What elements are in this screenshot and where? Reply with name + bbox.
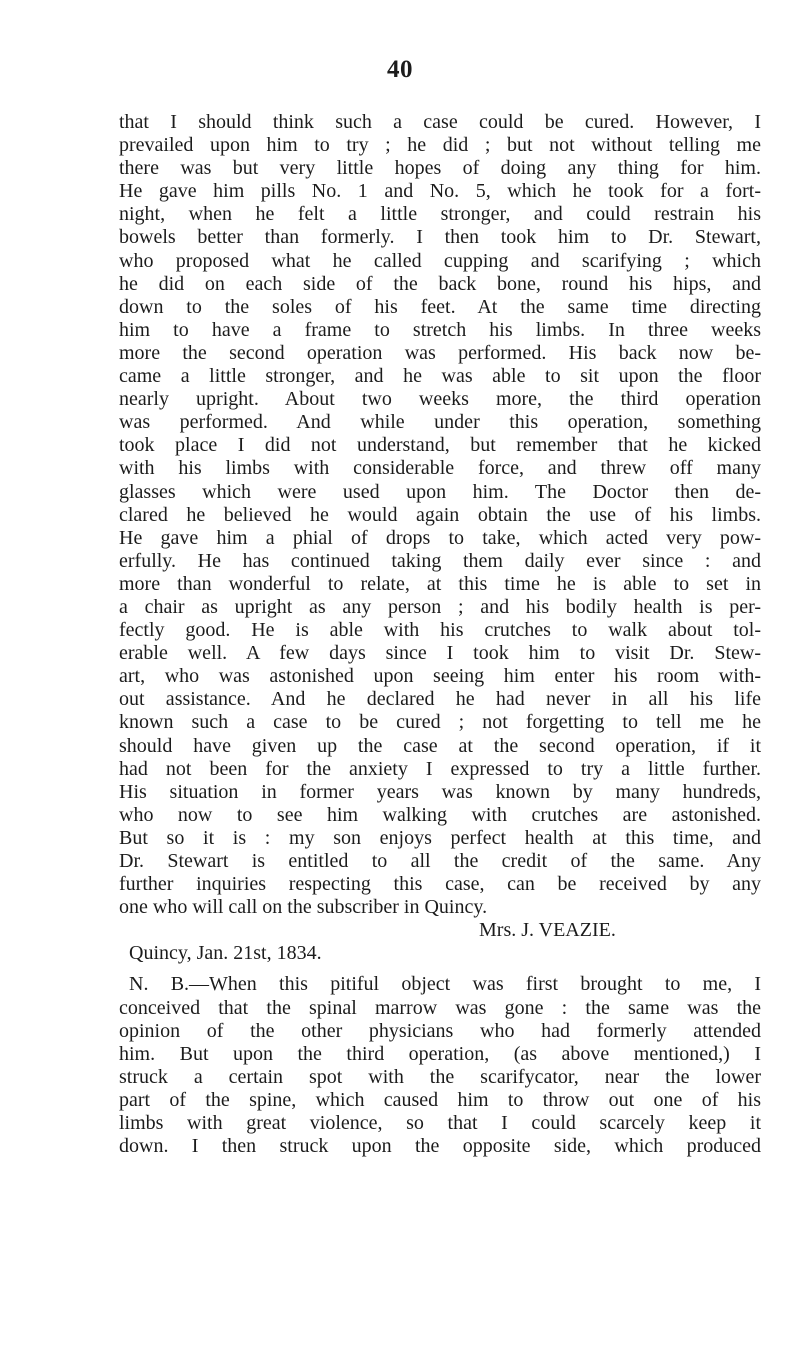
text-line: out assistance. And he declared he had never in all his life bbox=[119, 688, 761, 711]
text-line: night, when he felt a little stronger, and could restrain his bbox=[119, 203, 761, 226]
text-line: But so it is : my son enjoys perfect health at this time, and bbox=[119, 826, 761, 849]
text-line: more than wonderful to relate, at this time he is able to set in bbox=[119, 572, 761, 595]
text-line: nearly upright. About two weeks more, the third operation bbox=[119, 388, 761, 411]
text-line: conceived that the spinal marrow was gone : the same was the bbox=[119, 996, 761, 1019]
text-line: art, who was astonished upon seeing him enter his room with- bbox=[119, 665, 761, 688]
text-line: down to the soles of his feet. At the same time directing bbox=[119, 295, 761, 318]
text-line: a chair as upright as any person ; and his bodily health is per- bbox=[119, 595, 761, 618]
text-line: more the second operation was performed. His back now be- bbox=[119, 341, 761, 364]
text-line: Dr. Stewart is entitled to all the credit of the same. Any bbox=[119, 850, 761, 872]
text-line: struck a certain spot with the scarifycator, near the lower bbox=[119, 1065, 761, 1088]
text-line: opinion of the other physicians who had formerly attended bbox=[119, 1019, 761, 1042]
text-line: should have given up the case at the second operation, if it bbox=[119, 734, 761, 757]
text-line: there was but very little hopes of doing any thing for him. bbox=[119, 157, 761, 180]
text-line: fectly good. He is able with his crutches to walk about tol- bbox=[119, 619, 761, 642]
text-line: erable well. A few days since I took him to visit Dr. Stew- bbox=[119, 642, 761, 665]
text-line: N. B.—When this pitiful object was first brought to me, I bbox=[129, 973, 761, 996]
text-line: bowels better than formerly. I then took him to Dr. Stewart, bbox=[119, 226, 761, 249]
text-line: had not been for the anxiety I expressed to try a little further. bbox=[119, 757, 761, 780]
text-line: glasses which were used upon him. The Doctor then de- bbox=[119, 480, 761, 503]
page-text bbox=[119, 111, 761, 1158]
signature: Mrs. J. VEAZIE. bbox=[479, 919, 616, 942]
text-line: one who will call on the subscriber in Quincy. bbox=[119, 896, 488, 919]
testimonial-paragraph bbox=[119, 111, 761, 919]
text-line: that I should think such a case could be cured. However, I bbox=[119, 111, 761, 133]
text-line: him. But upon the third operation, (as above mentioned,) I bbox=[119, 1042, 761, 1065]
text-line: further inquiries respecting this case, can be received by any bbox=[119, 873, 761, 896]
page-number: 40 bbox=[387, 56, 413, 83]
text-line: he did on each side of the back bone, round his hips, and bbox=[119, 272, 761, 295]
text-line: known such a case to be cured ; not forgetting to tell me he bbox=[119, 711, 761, 734]
text-line: limbs with great violence, so that I could scarcely keep it bbox=[119, 1112, 761, 1135]
text-line: erfully. He has continued taking them daily ever since : and bbox=[119, 549, 761, 572]
paragraph-gap bbox=[119, 965, 761, 973]
text-line: His situation in former years was known by many hundreds, bbox=[119, 780, 761, 803]
text-line: who now to see him walking with crutches are astonished. bbox=[119, 803, 761, 826]
dateline: Quincy, Jan. 21st, 1834. bbox=[129, 942, 322, 965]
text-line: who proposed what he called cupping and scarifying ; which bbox=[119, 249, 761, 272]
text-line: was performed. And while under this operation, something bbox=[119, 411, 761, 434]
text-line: clared he believed he would again obtain the use of his limbs. bbox=[119, 503, 761, 526]
text-line: came a little stronger, and he was able to sit upon the floor bbox=[119, 365, 761, 388]
text-line: He gave him a phial of drops to take, which acted very pow- bbox=[119, 526, 761, 549]
text-line: He gave him pills No. 1 and No. 5, which he took for a fort- bbox=[119, 180, 761, 203]
text-line: him to have a frame to stretch his limbs. In three weeks bbox=[119, 318, 761, 341]
text-line: down. I then struck upon the opposite side, which produced bbox=[119, 1135, 761, 1158]
text-line: with his limbs with considerable force, and threw off many bbox=[119, 457, 761, 480]
text-line: took place I did not understand, but remember that he kicked bbox=[119, 434, 761, 457]
text-line: prevailed upon him to try ; he did ; but not without telling me bbox=[119, 134, 761, 157]
note-paragraph bbox=[119, 973, 761, 1158]
text-line: part of the spine, which caused him to throw out one of his bbox=[119, 1088, 761, 1111]
